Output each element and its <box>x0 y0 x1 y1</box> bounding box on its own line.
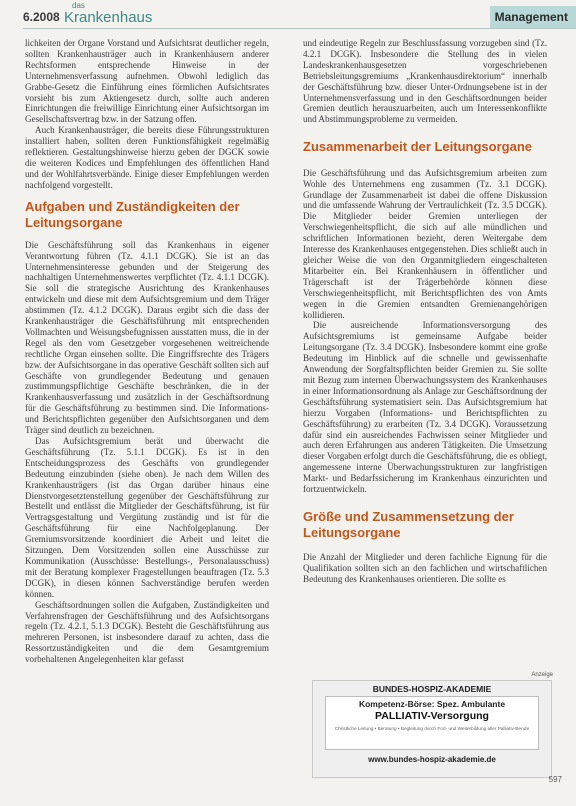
section-heading: Aufgaben und Zuständigkeiten der Leitungsorgane <box>25 198 240 231</box>
logo-name: Krankenhaus <box>64 9 153 26</box>
ad-headline: PALLIATIV-Versorgung <box>375 710 489 722</box>
paragraph: Die Anzahl der Mitglieder und deren fachliche Eignung für die Qualifikation sollten sich an den fachlichen und wirtschaftlichen Bedeutung des Krankenhauses orientieren. Die sollte es <box>303 551 547 584</box>
header-rule <box>23 28 576 29</box>
ad-subtitle: Kompetenz-Börse: Spez. Ambulante <box>358 699 506 709</box>
right-column <box>303 38 547 585</box>
ad-fine-print: Christliche Leitung • Beratung • Begleitung durch Fort- und Weiterbildung aller Palliativ-Berufe <box>334 726 530 731</box>
advertisement <box>312 672 553 778</box>
paragraph: Die ausreichende Informationsversorgung des Aufsichtsgremiums ist gemeinsame Aufgabe beider Leitungsorgane (Tz. 3.4 DCGK). Insbesondere kommt eine große Bedeutung im Hinblick auf die schnelle und gewissenhafte Anwendung der Sorgfaltspflichten beider Gremien zu. Sie sollte mit Bezug zum internen Überwachungssystem des Krankenhauses in einer Informationsordnung als Anlage zur Geschäftsordnung der Geschäftsführung systematisiert sein. Das Aufsichtsgremium hat hierzu Vorgaben (Informations- und Berichtspflichten zu Geschäftsführung) zu erarbeiten (Tz. 3.4 DCGK). Voraussetzung dafür sind ein ausreichendes Fachwissen seiner Mitglieder und auch deren Erfahrungen aus anderen Tätigkeiten. Die Umsetzung dieser Vorgaben erfolgt durch die Geschäftsführung, die es obliegt, angemessene interne Überwachungsstrukturen zur langfristigen Markt- und Bedarfssicherung im Krankenhaus einzurichten und fortzuentwickeln. <box>303 320 547 495</box>
paragraph: lichkeiten der Organe Vorstand und Aufsichtsrat deutlicher regeln, sollten Krankenhausträger auch in Krankenhäusern anderer Rechtsformen entsprechende Hinweise in der Unternehmensverfassung aufnehmen. Obwohl lediglich das Grabbe-Gesetz die Einführung eines förmlichen Aufsichtsrates vorsieht bis zum Aktiengesetz durch, sollte auch anderen Einrichtungen die freiwillige Einrichtung einer Aufsichtsorgan im Gesellschaftsvertrag bzw. in der Satzung offen. <box>25 38 269 125</box>
paragraph: Geschäftsordnungen sollen die Aufgaben, Zuständigkeiten und Verfahrensfragen der Geschäftsführung und des Aufsichtsorgans regeln (Tz. 4.2.1, 5.1.3 DCGK). Besteht die Geschäftsführung aus mehreren Personen, ist insbesondere darauf zu achten, dass die Ressortzuständigkeiten und die dem Gesamtgremium vorbehaltenen Angelegenheiten klar gefasst <box>25 599 269 665</box>
issue-number: 6.2008 <box>23 10 60 24</box>
left-column <box>25 38 269 665</box>
ad-tag: Anzeige <box>531 672 553 678</box>
ad-url[interactable]: www.bundes-hospiz-akademie.de <box>368 755 496 764</box>
section-heading: Größe und Zusammensetzung der Leitungsorgane <box>303 508 514 541</box>
paragraph: Das Aufsichtsgremium berät und überwacht die Geschäftsführung (Tz. 5.1.1 DCGK). Es ist in den Entscheidungsprozess des Geschäfts von grundlegender Bedeutung einzubinden (siehe oben). Je nach dem Willen des Krankenhausträgers (ist das Organ darüber hinaus eine Dienstvorgesetztenstellung gegenüber der Geschäftsführung zur Bestellt und entlässt die Mitglieder der Geschäftsführung, ist für Vertragsgestaltung und Vergütung zuständig und ist für die Geschäftsführung für eine Nachfolgeplanung. Der Gremiumsvorsitzende koordiniert die Arbeit und leitet die Sitzungen. Dem Vorsitzenden sollen eine Ausschüsse zur Kommunikation (Ausschüsse: Bestellungs-, Personalausschuss) mit der Beratung komplexer Fragestellungen beauftragen (Tz. 5.3 DCGK), in diesen können Sachverständige berufen werden können. <box>25 436 269 599</box>
logo-prefix: das <box>72 1 85 10</box>
paragraph: Die Geschäftsführung soll das Krankenhaus in eigener Verantwortung führen (Tz. 4.1.1 DCGK). Sie ist an das Unternehmensinteresse gebunden und der Steigerung des nachhaltigen Unternehmenswertes verpflichtet (Tz. 4.1.1 DCGK). Sie soll die strategische Ausrichtung des Krankenhauses entwickeln und diese mit dem Aufsichtsgremium und dem Träger abstimmen (Tz. 4.1.2 DCGK). Daraus ergibt sich die dass der Krankenhausträger die Geschäftsführung mit entsprechenden Vollmachten und Weisungsbefugnissen ausstatten muss, die in der Regel als den vom Gesetzgeber vorgesehenen weitreichende rechtliche Organ einsehen sollte. Die Eingriffsrechte des Trägers bzw. der Aufsichtsorgane in das operative Geschäft sollten sich auf Geschäfte von grundlegender Bedeutung und genauen zustimmungspflichtige Geschäfte beschränken, die in der Krankenhausverfassung und zusätzlich in der Geschäftsordnung für die Geschäftsführung zu bestimmen sind. Die Informations- und Berichtspflichten gegenüber den Aufsichtsorganen und dem Träger sind deutlich zu bezeichnen. <box>25 239 269 436</box>
page-header <box>0 0 576 28</box>
paragraph: und eindeutige Regeln zur Beschlussfassung vorzugeben sind (Tz. 4.2.1 DCGK). Insbesondere die Stellung des in vielen Landeskrankenhausgesetzen vorgeschriebenen Betriebsleitungsgremiums „Krankenhausdirektorium“ innerhalb der Geschäftsführung bzw. dieser Unter-Ordnungsebene ist in der Unternehmensverfassung und in den Geschäftsordnungen beider Gremien deutlich herauszuarbeiten, auch um Interessenkonflikte und Abstimmungsprobleme zu vermeiden. <box>303 38 547 125</box>
ad-box <box>325 696 539 750</box>
section-label: Management <box>494 10 568 24</box>
ad-title: BUNDES-HOSPIZ-AKADEMIE <box>372 684 492 694</box>
paragraph: Auch Krankenhausträger, die bereits diese Führungsstrukturen installiert haben, sollten deren Funktionsfähigkeit regelmäßig reflektieren. Gestaltungshinweise hierzu geben der DGCK sowie die weiteren Kodices und Empfehlungen des öffentlichen Hand und der Wohlfahrtsverbände. Einige dieser Empfehlungen werden nachfolgend vorgestellt. <box>25 125 269 190</box>
page-number: 597 <box>548 775 562 784</box>
paragraph: Die Geschäftsführung und das Aufsichtsgremium arbeiten zum Wohle des Unternehmens eng zusammen (Tz. 3.1 DCGK). Grundlage der Zusammenarbeit ist dabei die offene Diskussion und die umfassende Wahrung der Vertraulichkeit (Tz. 3.5 DCGK). Die Mitglieder beider Gremien unterliegen der Verschwiegenheitspflicht, die sich auf alle mündlichen und schriftlichen Informationen bezieht, deren Weitergabe dem Interesse des Krankenhauses entgegenstehen. Dies schließt auch in gleicher Weise die von den Organmitgliedern eingeschalteten Mitarbeiter ein. Bei Krankenhäusern in öffentlicher und Trägerschaft ist der Trägerbehörde können diese Verschwiegenheitspflicht, mit Berichtspflichten des von Amts wegen in die Gremien entsandten Gremienangehörigen kollidieren. <box>303 167 547 320</box>
section-heading: Zusammenarbeit der Leitungsorgane <box>303 139 532 155</box>
